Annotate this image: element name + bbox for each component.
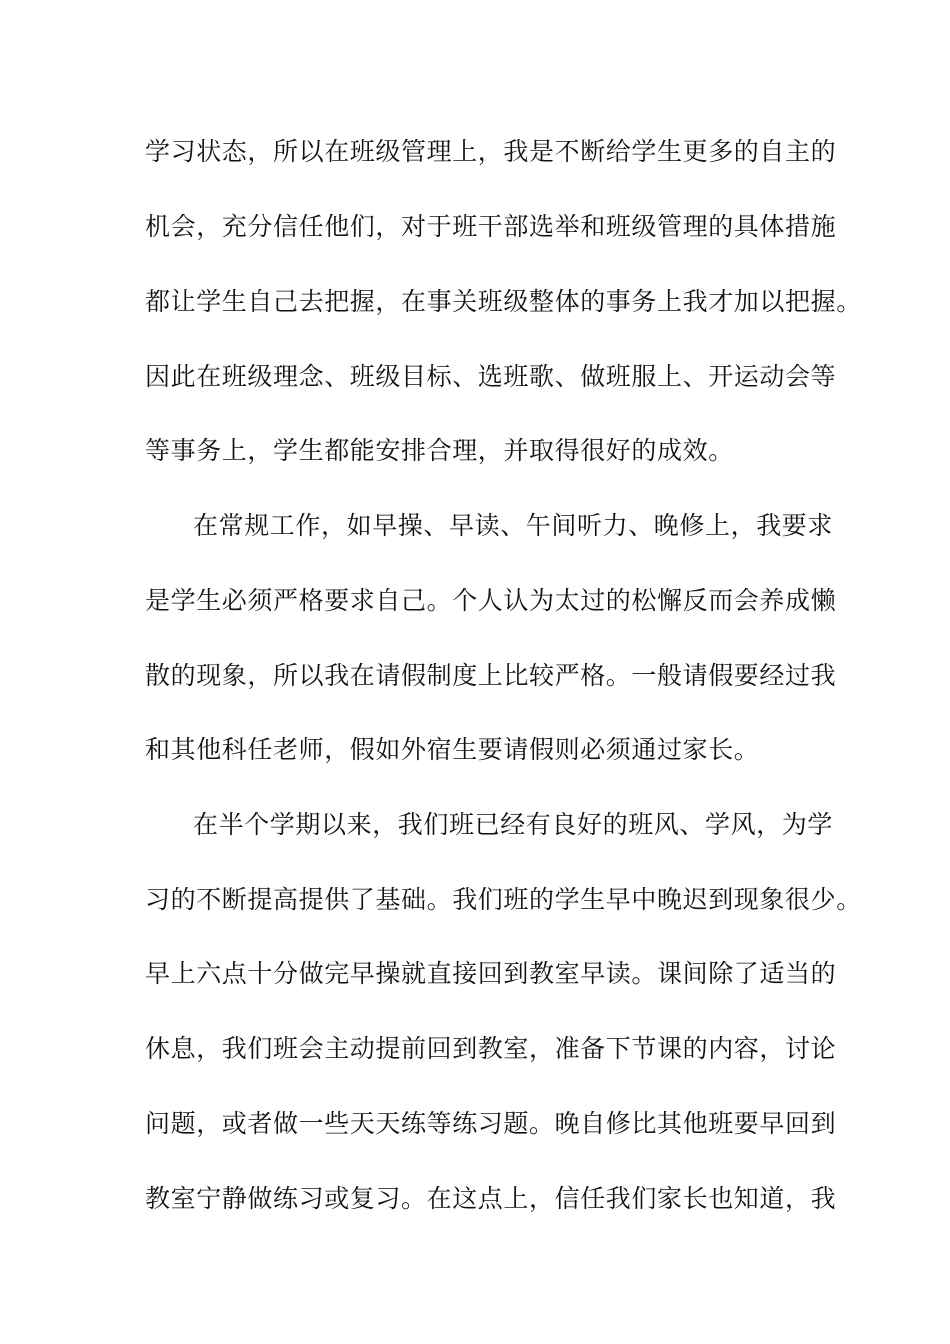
text-line-2: 机会，充分信任他们，对于班干部选举和班级管理的具体措施: [145, 212, 837, 241]
text-line-5: 等事务上，学生都能安排合理，并取得很好的成效。: [145, 436, 734, 465]
text-line-3: 都让学生自己去把握，在事关班级整体的事务上我才加以把握。: [145, 287, 862, 316]
text-line-11: 习的不断提高提供了基础。我们班的学生早中晚迟到现象很少。: [145, 885, 862, 914]
text-line-12: 早上六点十分做完早操就直接回到教室早读。课间除了适当的: [145, 959, 837, 988]
paragraph-2-first-line: 在常规工作，如早操、早读、午间听力、晚修上，我要求: [193, 511, 834, 540]
text-line-14: 问题，或者做一些天天练等练习题。晚自修比其他班要早回到: [145, 1109, 837, 1138]
text-line-8: 散的现象，所以我在请假制度上比较严格。一般请假要经过我: [145, 661, 837, 690]
text-line-4: 因此在班级理念、班级目标、选班歌、做班服上、开运动会等: [145, 362, 837, 391]
paragraph-3-first-line: 在半个学期以来，我们班已经有良好的班风、学风，为学: [193, 810, 834, 839]
text-line-1: 学习状态，所以在班级管理上，我是不断给学生更多的自主的: [145, 137, 837, 166]
text-line-13: 休息，我们班会主动提前回到教室，准备下节课的内容，讨论: [145, 1034, 837, 1063]
text-line-15: 教室宁静做练习或复习。在这点上，信任我们家长也知道，我: [145, 1184, 837, 1213]
text-line-7: 是学生必须严格要求自己。个人认为太过的松懈反而会养成懒: [145, 586, 837, 615]
text-line-9: 和其他科任老师，假如外宿生要请假则必须通过家长。: [145, 735, 760, 764]
